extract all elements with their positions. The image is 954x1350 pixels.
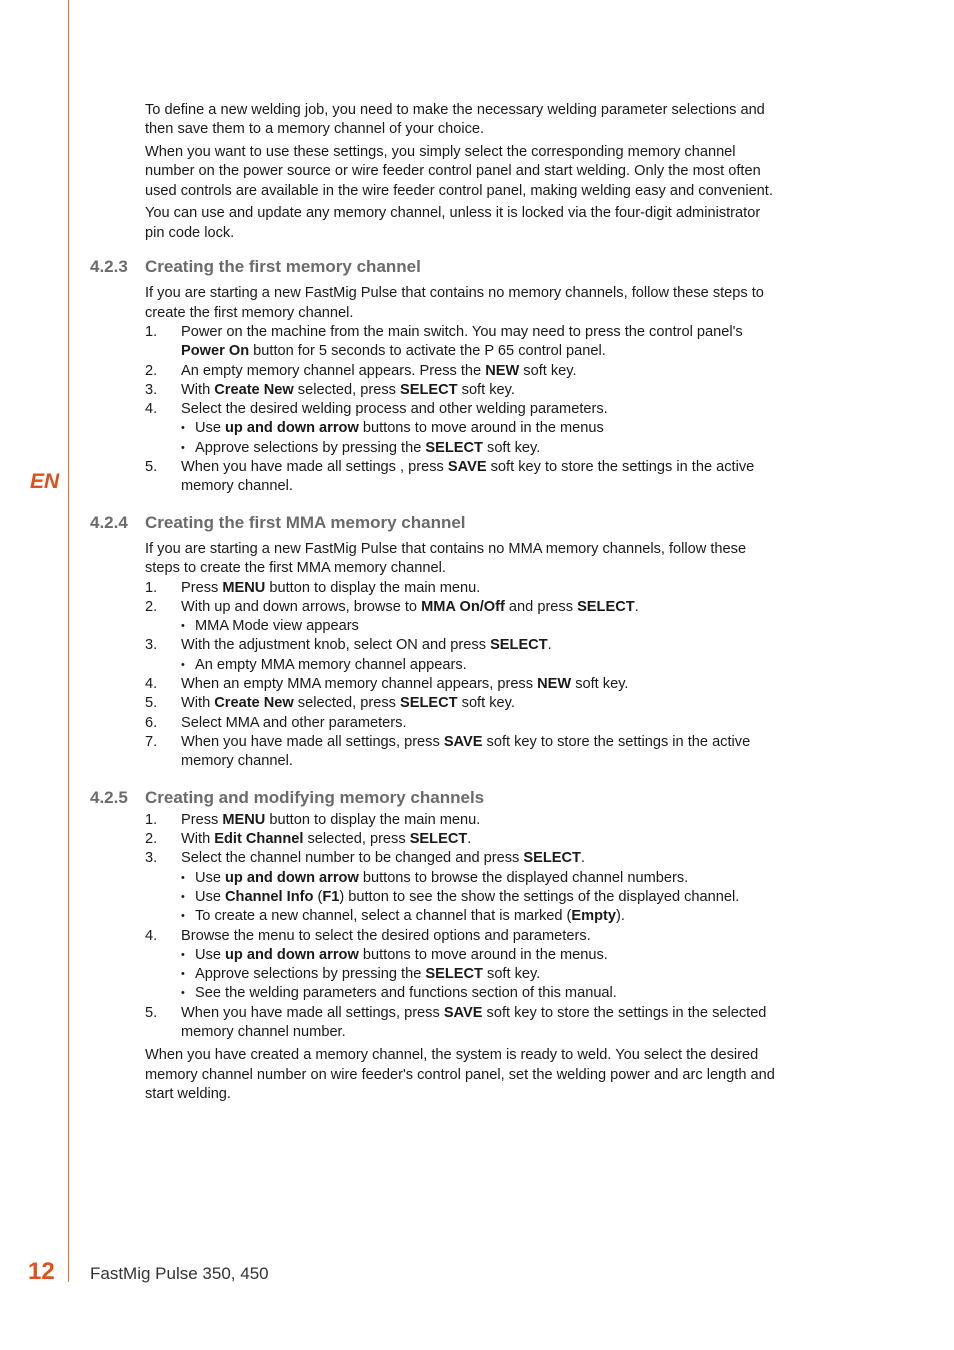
step-item: 4. When an empty MMA memory channel appears, press NEW soft key. [145, 676, 629, 693]
section-heading-4-2-4: 4.2.4 Creating the first MMA memory channel [90, 512, 466, 532]
bullet-item: • MMA Mode view appears [181, 617, 775, 636]
step-item: 3. Select the channel number to be changed and press SELECT. [145, 850, 586, 867]
bullet-item: • Use Channel Info (F1) button to see the show the settings of the displayed channel. [181, 888, 775, 907]
bullet-item: • Approve selections by pressing the SELECT soft key. [181, 965, 775, 984]
step-item: 5. When you have made all settings, press SAVE soft key to store the settings in the selected memory channel number. [145, 1004, 767, 1041]
intro-paragraph: When you want to use these settings, you simply select the corresponding memory channel number on the power source or wire feeder control panel and start welding. Only the most often used controls are available in the wire feeder control panel, making welding easy and convenient. [145, 144, 773, 199]
bullet-item: • To create a new channel, select a channel that is marked (Empty). [181, 907, 775, 926]
section-lead: If you are starting a new FastMig Pulse that contains no memory channels, follow these steps to create the first memory channel. [145, 285, 764, 321]
bullet-list [145, 419, 775, 458]
bullet-item: • Use up and down arrow buttons to move around in the menus. [181, 946, 775, 965]
step-item: 6. Select MMA and other parameters. [145, 714, 407, 731]
margin-rule [68, 0, 69, 1282]
step-item: 5. When you have made all settings , press SAVE soft key to store the settings in the active memory channel. [145, 459, 755, 495]
bullet-list [145, 656, 775, 675]
step-item: 4. Select the desired welding process and other welding parameters. [145, 401, 608, 418]
closing-paragraph: When you have created a memory channel, the system is ready to weld. You select the desired memory channel number on wire feeder's control panel, set the welding power and arc length and start welding. [145, 1047, 775, 1102]
step-item: 2. An empty memory channel appears. Press the NEW soft key. [145, 362, 577, 379]
section-heading-4-2-5: 4.2.5 Creating and modifying memory channels [90, 787, 485, 807]
step-item: 5. With Create New selected, press SELECT soft key. [145, 695, 515, 712]
steps-list [145, 1004, 775, 1043]
steps-list [145, 323, 775, 419]
bullet-list [145, 946, 775, 1004]
bullet-list [145, 869, 775, 927]
steps-list [145, 636, 775, 655]
bullet-item: • Use up and down arrow buttons to move around in the menus [181, 419, 775, 438]
step-item: 1. Press MENU button to display the main menu. [145, 811, 481, 828]
section-lead: If you are starting a new FastMig Pulse that contains no MMA memory channels, follow these steps to create the first MMA memory channel. [145, 540, 747, 577]
page-number: 12 [28, 1258, 55, 1285]
step-item: 3. With Create New selected, press SELECT soft key. [145, 381, 515, 398]
bullet-item: • Use up and down arrow buttons to browse the displayed channel numbers. [181, 869, 775, 888]
step-item: 3. With the adjustment knob, select ON and press SELECT. [145, 637, 552, 654]
step-item: 1. Press MENU button to display the main menu. [145, 579, 481, 596]
step-item: 2. With up and down arrows, browse to MMA On/Off and press SELECT. [145, 598, 639, 615]
step-item: 2. With Edit Channel selected, press SELECT. [145, 831, 472, 848]
step-item: 4. Browse the menu to select the desired options and parameters. [145, 927, 591, 944]
intro-paragraph: You can use and update any memory channel, unless it is locked via the four-digit administrator pin code lock. [145, 205, 761, 241]
steps-list [145, 579, 775, 618]
steps-list [145, 811, 775, 869]
footer-title: FastMig Pulse 350, 450 [90, 1264, 269, 1283]
steps-list [145, 927, 775, 946]
section-heading-4-2-3: 4.2.3 Creating the first memory channel [90, 257, 421, 277]
bullet-item: • See the welding parameters and functions section of this manual. [181, 984, 775, 1003]
language-tag: EN [30, 470, 60, 493]
bullet-item: • An empty MMA memory channel appears. [181, 656, 775, 675]
intro-paragraph: To define a new welding job, you need to make the necessary welding parameter selections and then save them to a memory channel of your choice. [145, 102, 765, 138]
bullet-list [145, 617, 775, 636]
steps-list [145, 458, 775, 497]
bullet-item: • Approve selections by pressing the SELECT soft key. [181, 439, 775, 458]
step-item: 1. Power on the machine from the main switch. You may need to press the control panel's Power On button for 5 seconds to activate the P 65 control panel. [145, 323, 743, 360]
step-item: 7. When you have made all settings, press SAVE soft key to store the settings in the active memory channel. [145, 733, 751, 770]
document-body [90, 101, 775, 1108]
steps-list [145, 675, 775, 771]
